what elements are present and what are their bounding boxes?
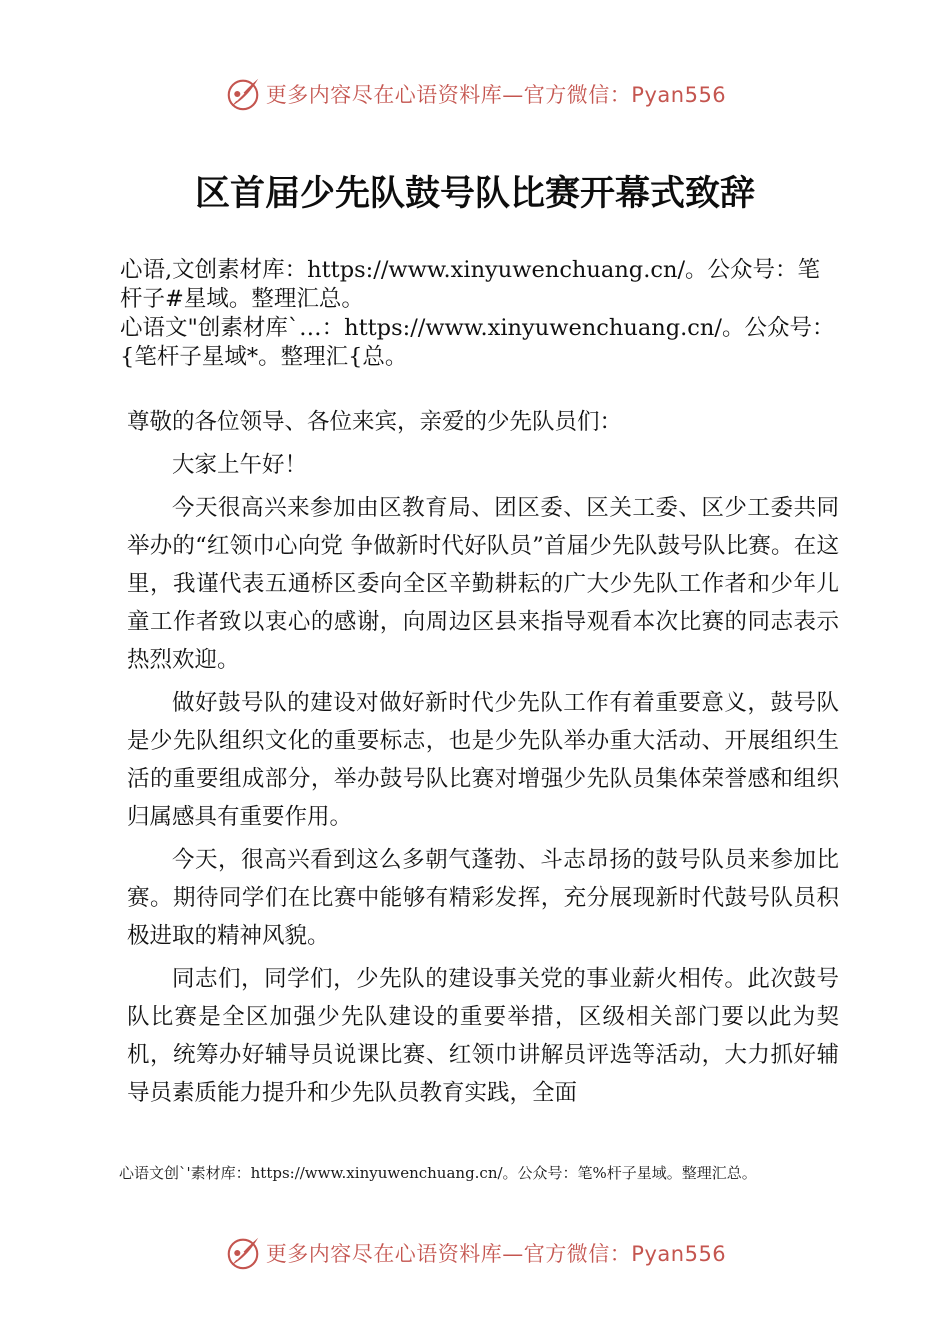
paragraph: 同志们，同学们，少先队的建设事关党的事业薪火相传。此次鼓号队比赛是全区加强少先队建设的重要举措，区级相关部门要以此为契机，统筹办好辅导员说课比赛、红领巾讲解员评选等活动，大力抓好辅导员素质能力提升和少先队员教育实践，全面 [127, 966, 839, 1106]
bottom-banner [0, 1231, 950, 1275]
paragraph: 做好鼓号队的建设对做好新时代少先队工作有着重要意义，鼓号队是少先队组织文化的重要标志，也是少先队举办重大活动、开展组织生活的重要组成部分，举办鼓号队比赛对增强少先队员集体荣誉感和组织归属感具有重要作用。 [127, 690, 839, 830]
salutation: 尊敬的各位领导、各位来宾，亲爱的少先队员们： [127, 409, 623, 435]
banner-text: 更多内容尽在心语资料库—官方微信：Pyan556 [265, 1242, 727, 1266]
source-line: 心语文"创素材库`…：https://www.xinyuwenchuang.cn/。公众号：{笔杆子星域*。整理汇{总。 [120, 315, 835, 370]
paragraph: 今天很高兴来参加由区教育局、团区委、区关工委、区少工委共同举办的“红领巾心向党 争做新时代好队员”首届少先队鼓号队比赛。在这里，我谨代表五通桥区委向全区辛勤耕耘的广大少先队工作者和少年儿童工作者致以衷心的感谢，向周边区县来指导观看本次比赛的同志表示热烈欢迎。 [127, 495, 839, 673]
banner-text: 更多内容尽在心语资料库—官方微信：Pyan556 [265, 83, 727, 107]
paragraph: 今天，很高兴看到这么多朝气蓬勃、斗志昂扬的鼓号队员来参加比赛。期待同学们在比赛中能够有精彩发挥，充分展现新时代鼓号队员积极进取的精神风貌。 [127, 847, 839, 949]
quill-logo-icon [224, 1234, 262, 1272]
page-title: 区首届少先队鼓号队比赛开幕式致辞 [194, 173, 755, 214]
top-banner [0, 72, 950, 116]
paragraph: 大家上午好！ [172, 452, 308, 478]
source-header [120, 256, 840, 372]
speech-body [127, 403, 839, 1117]
quill-logo-icon [224, 75, 262, 113]
footer-note: 心语文创`'素材库：https://www.xinyuwenchuang.cn/。公众号：笔%杆子星域。整理汇总。 [119, 1164, 757, 1182]
source-line: 心语,文创素材库：https://www.xinyuwenchuang.cn/。公众号：笔杆子#星域。整理汇总。 [120, 257, 821, 312]
